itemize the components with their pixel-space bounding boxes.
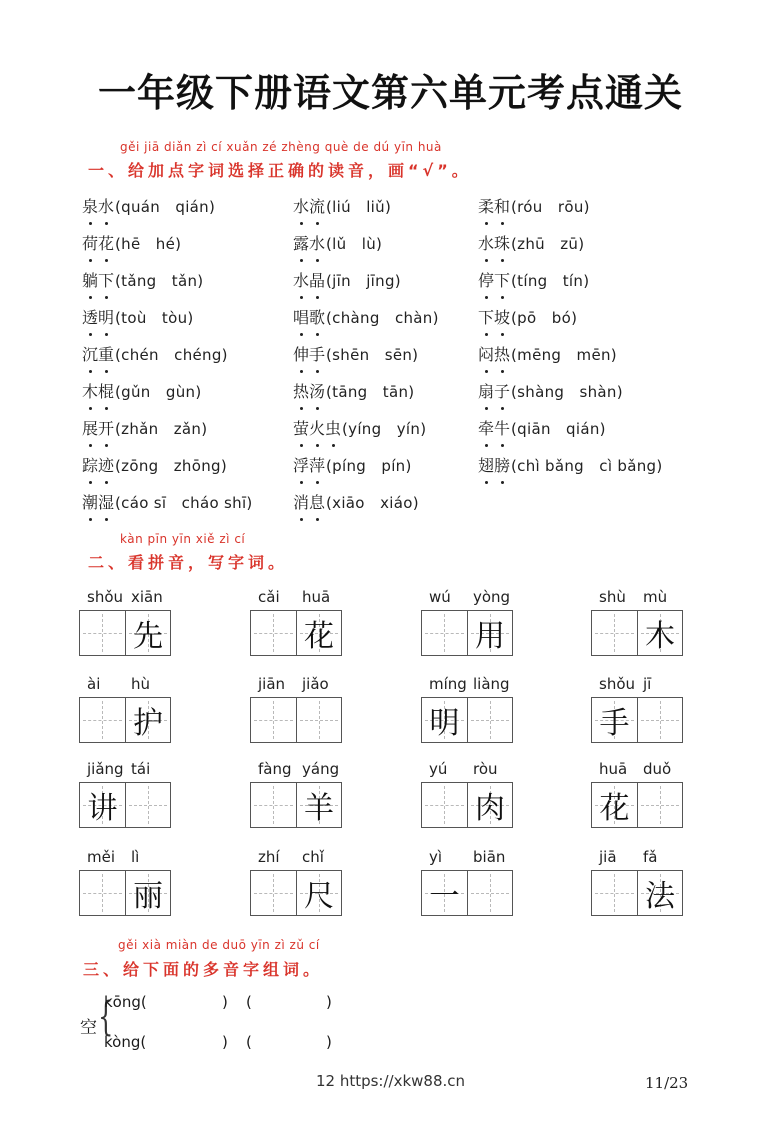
cell-pinyin — [250, 675, 342, 695]
pinyin-syllable-1: jiā — [599, 848, 617, 866]
pinyin-syllable-1: jiǎng — [87, 760, 124, 778]
emphasis-dot — [89, 518, 92, 521]
section3-heading: 三、给下面的多音字组词。 — [83, 960, 324, 979]
given-character: 花 — [599, 791, 630, 826]
pinyin-syllable-1: shǒu — [87, 588, 124, 606]
pinyin-syllable-1: fàng — [258, 760, 292, 778]
emphasis-dot — [300, 259, 303, 262]
word-text: 泉水 — [82, 194, 114, 217]
word-text: 唱歌 — [293, 305, 325, 328]
tianzige-box[interactable] — [591, 697, 683, 743]
word-item[interactable] — [293, 268, 401, 291]
section1-pinyin: gěi jiā diǎn zì cí xuǎn zé zhèng què de dú yīn huà — [120, 140, 442, 154]
word-item[interactable] — [82, 453, 227, 476]
emphasis-dot — [485, 407, 488, 410]
tianzige-square[interactable] — [592, 698, 637, 742]
tianzige-square[interactable] — [592, 871, 637, 915]
given-character: 手 — [599, 706, 630, 741]
pinyin-syllable-1: yú — [429, 760, 448, 778]
cell-pinyin — [421, 675, 513, 695]
tianzige-square[interactable] — [296, 698, 341, 742]
polyphone-char: 空 — [80, 1018, 97, 1038]
cell-pinyin — [591, 675, 683, 695]
word-text: 牵牛 — [478, 416, 510, 439]
tianzige-square[interactable] — [296, 783, 341, 827]
tianzige-square[interactable] — [251, 783, 296, 827]
emphasis-dot — [89, 370, 92, 373]
emphasis-dot — [485, 370, 488, 373]
emphasis-dot — [89, 222, 92, 225]
word-pinyin-options: (chì bǎng cì bǎng) — [511, 457, 663, 475]
reading-pinyin: kōng( — [104, 993, 147, 1011]
word-pinyin-options: (xiāo xiáo) — [326, 494, 419, 512]
tianzige-square[interactable] — [125, 783, 170, 827]
tianzige-box[interactable] — [591, 782, 683, 828]
cell-pinyin — [591, 848, 683, 868]
writing-cell[interactable] — [250, 588, 342, 658]
writing-cell[interactable] — [421, 588, 513, 658]
word-item[interactable] — [293, 379, 414, 402]
word-pinyin-options: (tǎng tǎn) — [115, 272, 204, 290]
tianzige-box[interactable] — [250, 870, 342, 916]
word-pinyin-options: (yíng yín) — [342, 420, 427, 438]
word-pinyin-options: (mēng mēn) — [511, 346, 617, 364]
pinyin-syllable-1: jiān — [258, 675, 286, 693]
given-character: 花 — [303, 619, 334, 654]
writing-cell[interactable] — [591, 675, 683, 745]
pinyin-syllable-2: liàng — [473, 675, 510, 693]
tianzige-square[interactable] — [467, 871, 512, 915]
word-item[interactable] — [82, 416, 207, 439]
word-text: 萤火虫 — [293, 416, 341, 439]
tianzige-box[interactable] — [421, 697, 513, 743]
cell-pinyin — [79, 675, 171, 695]
paren-close: ) — [222, 1033, 228, 1051]
paren-close: ) — [222, 993, 228, 1011]
tianzige-square[interactable] — [80, 783, 125, 827]
emphasis-dot — [485, 333, 488, 336]
given-character: 一 — [429, 879, 460, 914]
emphasis-dot — [501, 444, 504, 447]
emphasis-dot — [89, 259, 92, 262]
word-text: 柔和 — [478, 194, 510, 217]
cell-pinyin — [79, 760, 171, 780]
tianzige-square[interactable] — [467, 783, 512, 827]
word-text: 踪迹 — [82, 453, 114, 476]
tianzige-box[interactable] — [591, 610, 683, 656]
paren-close: ) — [326, 1033, 332, 1051]
word-text: 潮湿 — [82, 490, 114, 513]
word-item[interactable] — [293, 342, 418, 365]
tianzige-box[interactable] — [421, 610, 513, 656]
emphasis-dot — [300, 518, 303, 521]
emphasis-dot — [300, 370, 303, 373]
tianzige-square[interactable] — [422, 698, 467, 742]
word-pinyin-options: (liú liǔ) — [326, 198, 392, 216]
word-item[interactable] — [478, 268, 589, 291]
pinyin-syllable-2: mù — [643, 588, 668, 606]
emphasis-dot — [89, 481, 92, 484]
pinyin-syllable-2: xiān — [131, 588, 163, 606]
emphasis-dot — [105, 444, 108, 447]
given-character: 讲 — [87, 791, 118, 826]
emphasis-dot — [485, 481, 488, 484]
word-item[interactable] — [82, 490, 253, 513]
word-pinyin-options: (shàng shàn) — [511, 383, 623, 401]
tianzige-box[interactable] — [250, 697, 342, 743]
paren-close: ) — [326, 993, 332, 1011]
word-pinyin-options: (quán qián) — [115, 198, 216, 216]
cell-pinyin — [250, 848, 342, 868]
tianzige-square[interactable] — [125, 698, 170, 742]
word-item[interactable] — [82, 305, 194, 328]
tianzige-square[interactable] — [251, 871, 296, 915]
tianzige-square[interactable] — [467, 698, 512, 742]
word-text: 水晶 — [293, 268, 325, 291]
word-item[interactable] — [478, 342, 617, 365]
emphasis-dot — [300, 407, 303, 410]
pinyin-syllable-2: lì — [131, 848, 140, 866]
tianzige-box[interactable] — [79, 610, 171, 656]
tianzige-square[interactable] — [422, 611, 467, 655]
emphasis-dot — [501, 296, 504, 299]
given-character: 护 — [132, 706, 163, 741]
emphasis-dot — [485, 222, 488, 225]
tianzige-square[interactable] — [422, 871, 467, 915]
word-pinyin-options: (píng pín) — [326, 457, 412, 475]
word-text: 浮萍 — [293, 453, 325, 476]
tianzige-square[interactable] — [251, 698, 296, 742]
tianzige-box[interactable] — [421, 870, 513, 916]
word-item[interactable] — [293, 490, 419, 513]
word-text: 木棍 — [82, 379, 114, 402]
emphasis-dot — [501, 407, 504, 410]
word-pinyin-options: (tíng tín) — [511, 272, 590, 290]
word-item[interactable] — [82, 342, 228, 365]
word-item[interactable] — [478, 379, 623, 402]
pinyin-syllable-2: yòng — [473, 588, 511, 606]
tianzige-square[interactable] — [637, 783, 682, 827]
word-pinyin-options: (lǔ lù) — [326, 235, 383, 253]
writing-cell[interactable] — [421, 848, 513, 918]
given-character: 丽 — [132, 879, 163, 914]
emphasis-dot — [89, 444, 92, 447]
emphasis-dot — [316, 407, 319, 410]
emphasis-dot — [316, 222, 319, 225]
pinyin-syllable-2: yáng — [302, 760, 340, 778]
cell-pinyin — [421, 588, 513, 608]
word-item[interactable] — [82, 379, 202, 402]
polyphone-row-2[interactable] — [104, 1033, 344, 1053]
pinyin-syllable-2: jī — [643, 675, 652, 693]
word-item[interactable] — [478, 416, 606, 439]
pinyin-syllable-2: hù — [131, 675, 151, 693]
cell-pinyin — [79, 588, 171, 608]
word-item[interactable] — [293, 305, 439, 328]
pinyin-syllable-2: fǎ — [643, 848, 658, 866]
word-item[interactable] — [478, 231, 584, 254]
pinyin-syllable-1: shǒu — [599, 675, 636, 693]
emphasis-dot — [501, 481, 504, 484]
tianzige-square[interactable] — [296, 611, 341, 655]
writing-cell[interactable] — [250, 760, 342, 830]
word-text: 沉重 — [82, 342, 114, 365]
word-item[interactable] — [82, 268, 203, 291]
word-pinyin-options: (zōng zhōng) — [115, 457, 227, 475]
word-text: 水流 — [293, 194, 325, 217]
word-pinyin-options: (toù tòu) — [115, 309, 194, 327]
given-character: 羊 — [303, 791, 334, 826]
writing-cell[interactable] — [421, 760, 513, 830]
emphasis-dot — [300, 296, 303, 299]
emphasis-dot — [300, 222, 303, 225]
emphasis-dot — [105, 222, 108, 225]
pinyin-syllable-1: yì — [429, 848, 443, 866]
word-item[interactable] — [478, 305, 577, 328]
pinyin-syllable-2: ròu — [473, 760, 498, 778]
tianzige-box[interactable] — [250, 782, 342, 828]
word-item[interactable] — [293, 453, 412, 476]
writing-cell[interactable] — [79, 760, 171, 830]
footer-url[interactable]: 12 https://xkw88.cn — [315, 1072, 466, 1090]
emphasis-dot — [316, 481, 319, 484]
emphasis-dot — [300, 333, 303, 336]
given-character: 尺 — [303, 879, 334, 914]
word-text: 透明 — [82, 305, 114, 328]
emphasis-dot — [332, 444, 335, 447]
writing-cell[interactable] — [79, 588, 171, 658]
pinyin-syllable-1: wú — [429, 588, 451, 606]
emphasis-dot — [501, 333, 504, 336]
pinyin-syllable-1: cǎi — [258, 588, 280, 606]
cell-pinyin — [591, 760, 683, 780]
section2-pinyin: kàn pīn yīn xiě zì cí — [120, 532, 246, 546]
word-pinyin-options: (chàng chàn) — [326, 309, 439, 327]
given-character: 先 — [132, 619, 163, 654]
emphasis-dot — [105, 296, 108, 299]
writing-cell[interactable] — [591, 588, 683, 658]
cell-pinyin — [79, 848, 171, 868]
section1-heading: 一、给加点字词选择正确的读音，画“√”。 — [88, 161, 472, 180]
emphasis-dot — [105, 333, 108, 336]
page-number: 11/23 — [645, 1074, 689, 1092]
word-pinyin-options: (jīn jīng) — [326, 272, 401, 290]
emphasis-dot — [300, 481, 303, 484]
tianzige-square[interactable] — [637, 698, 682, 742]
cell-pinyin — [421, 760, 513, 780]
word-text: 露水 — [293, 231, 325, 254]
word-text: 荷花 — [82, 231, 114, 254]
section2-heading: 二、看拼音，写字词。 — [88, 553, 289, 572]
cell-pinyin — [250, 760, 342, 780]
pinyin-syllable-2: biān — [473, 848, 506, 866]
polyphone-row-1[interactable] — [104, 993, 344, 1013]
word-text: 扇子 — [478, 379, 510, 402]
tianzige-box[interactable] — [591, 870, 683, 916]
tianzige-box[interactable] — [79, 870, 171, 916]
emphasis-dot — [89, 407, 92, 410]
word-item[interactable] — [82, 231, 181, 254]
word-item[interactable] — [293, 416, 426, 439]
emphasis-dot — [300, 444, 303, 447]
emphasis-dot — [316, 333, 319, 336]
tianzige-square[interactable] — [80, 871, 125, 915]
emphasis-dot — [105, 481, 108, 484]
writing-cell[interactable] — [79, 675, 171, 745]
word-text: 伸手 — [293, 342, 325, 365]
word-text: 展开 — [82, 416, 114, 439]
tianzige-square[interactable] — [125, 611, 170, 655]
word-pinyin-options: (cáo sī cháo shī) — [115, 494, 253, 512]
page-title: 一年级下册语文第六单元考点通关 — [97, 71, 683, 115]
word-pinyin-options: (róu rōu) — [511, 198, 590, 216]
writing-cell[interactable] — [591, 848, 683, 918]
tianzige-box[interactable] — [79, 697, 171, 743]
writing-cell[interactable] — [79, 848, 171, 918]
brace-icon: { — [98, 994, 114, 1040]
pinyin-syllable-1: měi — [87, 848, 116, 866]
word-text: 下坡 — [478, 305, 510, 328]
word-text: 水珠 — [478, 231, 510, 254]
tianzige-square[interactable] — [296, 871, 341, 915]
emphasis-dot — [501, 370, 504, 373]
word-pinyin-options: (hē hé) — [115, 235, 182, 253]
paren-open: ( — [246, 993, 252, 1011]
given-character: 明 — [429, 706, 460, 741]
word-text: 翅膀 — [478, 453, 510, 476]
cell-pinyin — [250, 588, 342, 608]
tianzige-square[interactable] — [592, 783, 637, 827]
tianzige-square[interactable] — [637, 611, 682, 655]
word-text: 热汤 — [293, 379, 325, 402]
emphasis-dot — [501, 259, 504, 262]
pinyin-syllable-1: míng — [429, 675, 467, 693]
word-pinyin-options: (gǔn gùn) — [115, 383, 202, 401]
emphasis-dot — [485, 444, 488, 447]
word-item[interactable] — [82, 194, 215, 217]
tianzige-box[interactable] — [79, 782, 171, 828]
word-text: 闷热 — [478, 342, 510, 365]
word-item[interactable] — [478, 453, 662, 476]
word-pinyin-options: (shēn sēn) — [326, 346, 419, 364]
emphasis-dot — [89, 333, 92, 336]
tianzige-square[interactable] — [422, 783, 467, 827]
emphasis-dot — [89, 296, 92, 299]
emphasis-dot — [105, 370, 108, 373]
pinyin-syllable-2: duǒ — [643, 760, 672, 778]
word-pinyin-options: (zhū zū) — [511, 235, 585, 253]
word-text: 停下 — [478, 268, 510, 291]
emphasis-dot — [105, 407, 108, 410]
given-character: 肉 — [474, 791, 505, 826]
reading-pinyin: kòng( — [104, 1033, 147, 1051]
word-item[interactable] — [293, 194, 391, 217]
tianzige-box[interactable] — [421, 782, 513, 828]
cell-pinyin — [591, 588, 683, 608]
tianzige-square[interactable] — [467, 611, 512, 655]
emphasis-dot — [316, 370, 319, 373]
tianzige-square[interactable] — [592, 611, 637, 655]
word-pinyin-options: (pō bó) — [511, 309, 578, 327]
tianzige-square[interactable] — [80, 698, 125, 742]
writing-cell[interactable] — [250, 675, 342, 745]
writing-cell[interactable] — [250, 848, 342, 918]
writing-cell[interactable] — [421, 675, 513, 745]
tianzige-square[interactable] — [251, 611, 296, 655]
word-pinyin-options: (qiān qián) — [511, 420, 606, 438]
word-item[interactable] — [293, 231, 382, 254]
word-pinyin-options: (chén chéng) — [115, 346, 228, 364]
tianzige-box[interactable] — [250, 610, 342, 656]
word-item[interactable] — [478, 194, 590, 217]
pinyin-syllable-1: shù — [599, 588, 626, 606]
cell-pinyin — [421, 848, 513, 868]
emphasis-dot — [316, 259, 319, 262]
pinyin-syllable-2: tái — [131, 760, 151, 778]
word-text: 消息 — [293, 490, 325, 513]
emphasis-dot — [105, 518, 108, 521]
emphasis-dot — [105, 259, 108, 262]
pinyin-syllable-2: jiǎo — [302, 675, 329, 693]
section3-pinyin: gěi xià miàn de duō yīn zì zǔ cí — [118, 938, 320, 952]
emphasis-dot — [316, 518, 319, 521]
given-character: 用 — [474, 619, 505, 654]
word-pinyin-options: (tāng tān) — [326, 383, 415, 401]
given-character: 法 — [644, 879, 675, 914]
pinyin-syllable-2: chǐ — [302, 848, 324, 866]
emphasis-dot — [485, 259, 488, 262]
pinyin-syllable-1: ài — [87, 675, 101, 693]
pinyin-syllable-1: zhí — [258, 848, 280, 866]
word-pinyin-options: (zhǎn zǎn) — [115, 420, 208, 438]
writing-cell[interactable] — [591, 760, 683, 830]
word-text: 躺下 — [82, 268, 114, 291]
tianzige-square[interactable] — [125, 871, 170, 915]
tianzige-square[interactable] — [80, 611, 125, 655]
emphasis-dot — [501, 222, 504, 225]
pinyin-syllable-2: huā — [302, 588, 331, 606]
emphasis-dot — [485, 296, 488, 299]
pinyin-syllable-1: huā — [599, 760, 628, 778]
emphasis-dot — [316, 444, 319, 447]
paren-open: ( — [246, 1033, 252, 1051]
given-character: 木 — [644, 619, 675, 654]
emphasis-dot — [316, 296, 319, 299]
tianzige-square[interactable] — [637, 871, 682, 915]
